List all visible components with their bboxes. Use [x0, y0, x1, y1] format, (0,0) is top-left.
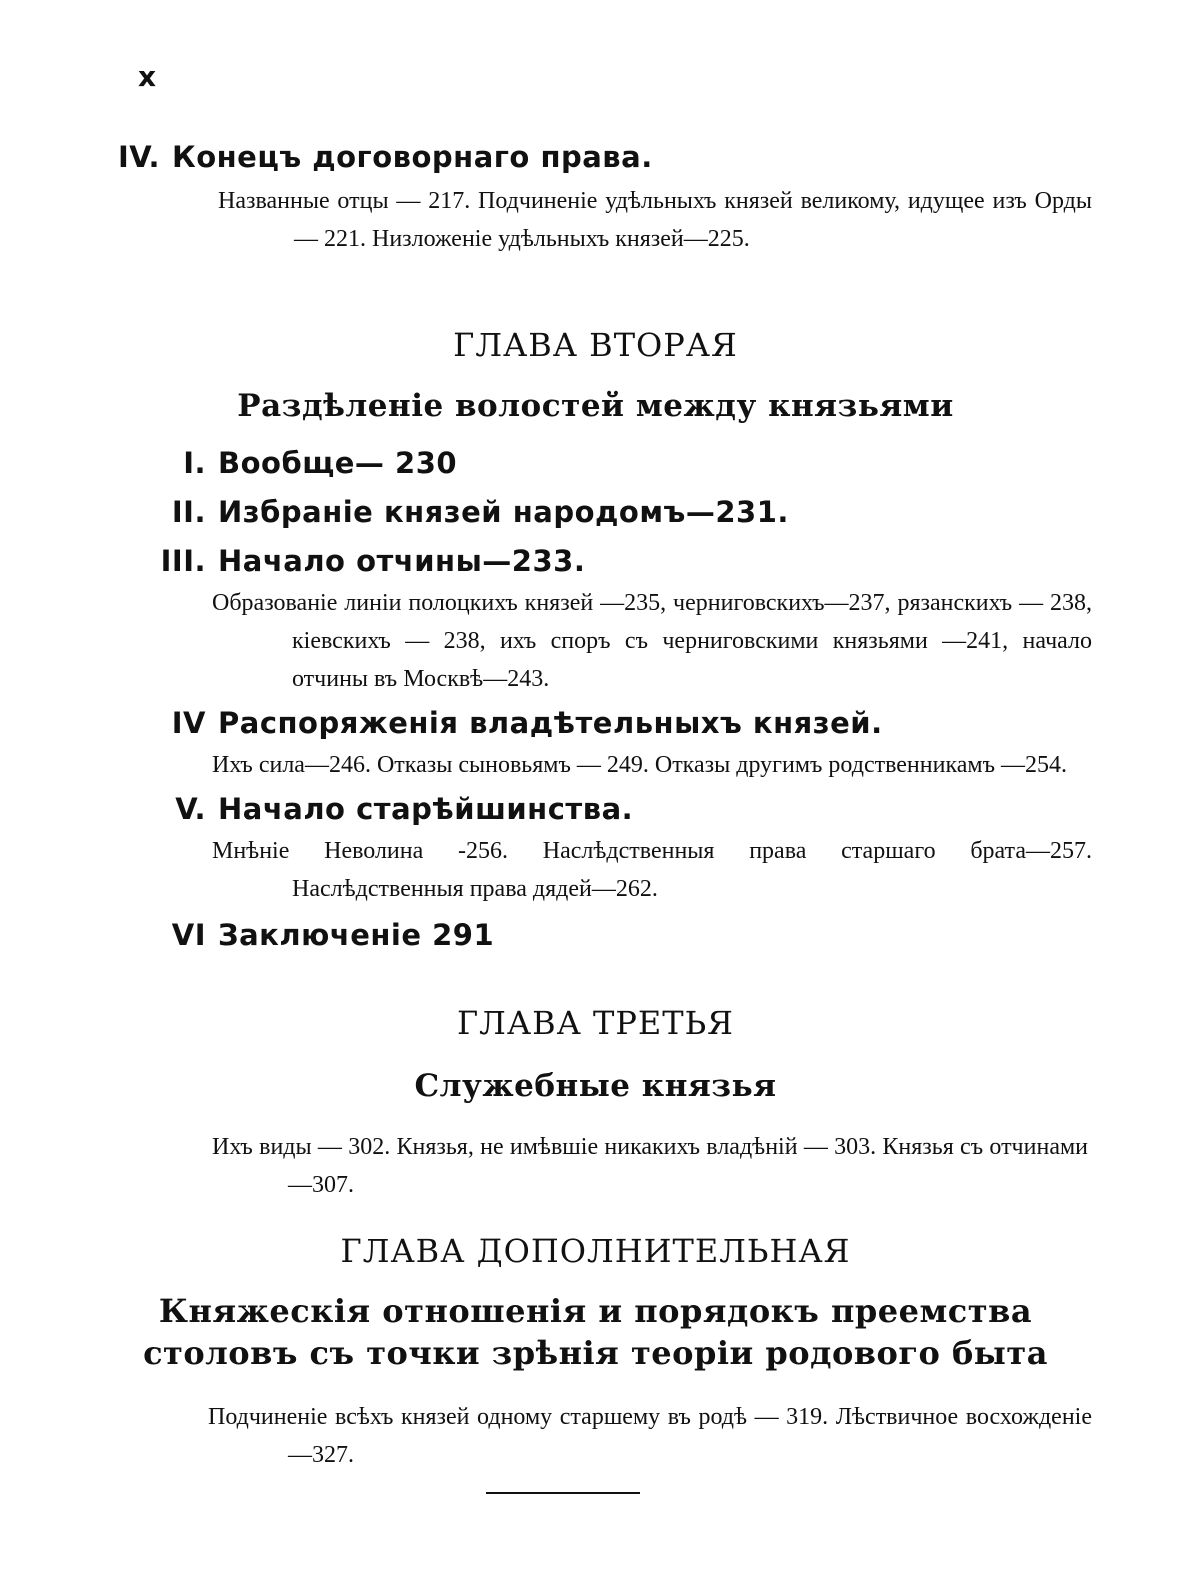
section-number: III. [160, 544, 206, 578]
chapter-title-line-2: столовъ съ точки зрѣнія теоріи родового быта [143, 1334, 1048, 1372]
chapter-three [0, 1004, 1191, 1204]
chapter-additional [0, 1232, 1191, 1474]
section-title: Конецъ договорнаго права. [172, 140, 653, 174]
section-body: Названные отцы — 217. Подчиненіе удѣльныхъ князей великому, идущее изъ Орды — 221. Низложеніе удѣльныхъ князей—225. [218, 188, 1092, 252]
section-title: Начало отчины—233. [218, 544, 586, 578]
toc-entry [150, 446, 1191, 480]
section-number: I. [183, 446, 206, 480]
section-title: Заключеніе 291 [218, 918, 495, 952]
chapter-body: Ихъ виды — 302. Князья, не имѣвшіе никакихъ владѣній — 303. Князья съ отчинами—307. [212, 1134, 1088, 1198]
section-number: V. [175, 792, 206, 826]
section-iv-contract-law [0, 140, 1191, 258]
section-number: IV. [117, 140, 160, 174]
chapter-title: Раздѣленіе волостей между князьями [237, 388, 954, 424]
section-body: Мнѣніе Неволина -256. Наслѣдственныя права старшаго брата—257. Наслѣдственныя права дядей—262. [212, 838, 1092, 902]
chapter-two [0, 326, 1191, 424]
end-rule [486, 1492, 640, 1494]
toc-entry [150, 495, 1191, 529]
chapter-label: ГЛАВА ДОПОЛНИТЕЛЬНАЯ [340, 1232, 851, 1270]
chapter-label: ГЛАВА ТРЕТЬЯ [456, 1004, 735, 1042]
section-title: Распоряженія владѣтельныхъ князей. [218, 706, 883, 740]
toc-entry [150, 706, 1191, 740]
section-number: VI [171, 918, 206, 952]
section-title: Начало старѣйшинства. [218, 792, 634, 826]
toc-entry [150, 918, 1191, 952]
section-number: IV [171, 706, 206, 740]
section-body: Ихъ сила—246. Отказы сыновьямъ — 249. Отказы другимъ родственникамъ —254. [212, 752, 1067, 778]
toc-entry [150, 544, 1191, 578]
toc-entry [150, 792, 1191, 826]
chapter-title-line-1: Княжескія отношенія и порядокъ преемства [158, 1292, 1033, 1330]
chapter-body: Подчиненіе всѣхъ князей одному старшему въ родѣ — 319. Лѣствичное восхожденіе—327. [208, 1404, 1092, 1468]
section-title: Избраніе князей народомъ—231. [218, 495, 789, 529]
chapter-label: ГЛАВА ВТОРАЯ [453, 326, 738, 364]
section-title: Вообще— 230 [218, 446, 458, 480]
page-number: x [138, 60, 157, 93]
chapter-two-sections [0, 446, 1191, 952]
section-number: II. [171, 495, 206, 529]
section-body: Образованіе линіи полоцкихъ князей —235, черниговскихъ—237, рязанскихъ — 238, кіевскихъ — 238, ихъ споръ съ черниговскими князьями —241, начало отчины въ Москвѣ—243. [212, 590, 1092, 692]
chapter-title: Служебные князья [414, 1068, 777, 1104]
